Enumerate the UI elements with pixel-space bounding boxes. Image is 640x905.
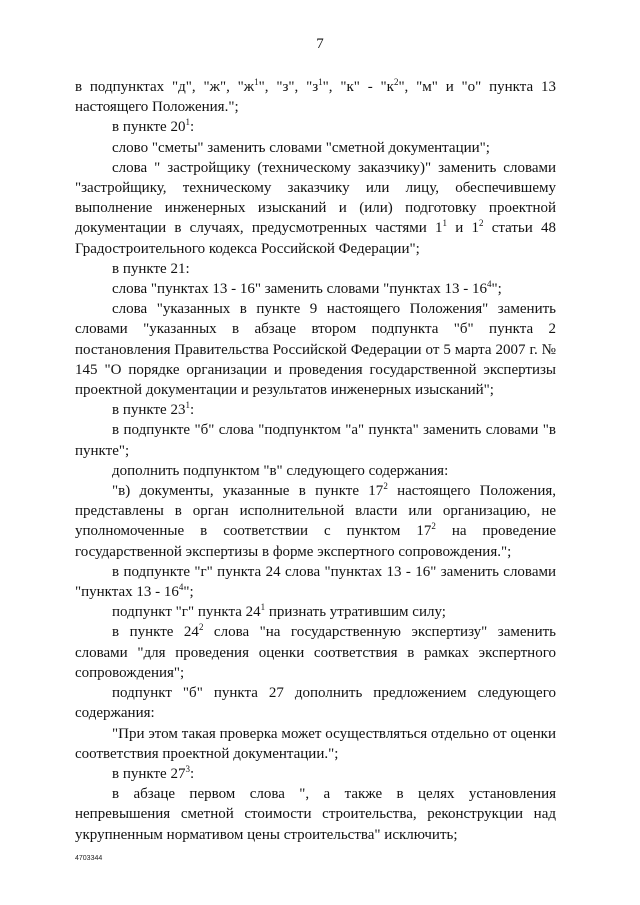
text-run: : [189,402,195,419]
paragraph [75,764,556,784]
text-run: подпункт "г" пункта 24 [112,604,261,621]
text-run: слова " застройщику (техническому заказчику)" заменить словами "застройщику, техническому заказчику или лицу, обеспечившему выполнение инженерных изысканий и (или) подготовку проектной документации в случаях, предусмотренных частями 1 [75,159,556,237]
text-run: и 1 [447,220,479,237]
text-run: ", "м" и "о" пункта 13 настоящего Положения."; [75,79,556,116]
superscript: 1 [260,602,266,613]
page-number: 7 [316,36,324,52]
paragraph [75,158,556,259]
paragraph [75,461,556,481]
text-run: : [189,765,195,782]
text-run: подпункт "б" пункта 27 дополнить предложением следующего содержания: [75,685,556,722]
text-run: в абзаце первом слова ", а также в целях установления непревышения сметной стоимости строительства, реконструкции над укрупненным нормативом цены строительства" исключить; [75,786,556,843]
paragraph [75,784,556,845]
paragraph [75,117,556,137]
superscript: 1 [185,117,190,128]
text-run: в пункте 20 [112,119,186,136]
text-run: настоящего Положения, представлены в орган исполнительной власти или организацию, не уполномоченные в соответствии с пунктом 17 [75,483,556,540]
text-run: слово "сметы" заменить словами "сметной документации"; [112,139,490,156]
superscript: 1 [442,218,448,229]
paragraph [75,481,556,562]
text-run: слова "на государственную экспертизу" заменить словами "для проведения оценки соответствия в рамках экспертного сопровождения"; [75,624,556,681]
superscript: 1 [318,77,323,87]
paragraph [75,420,556,460]
superscript: 2 [478,218,484,229]
paragraph [75,562,556,602]
text-run: "; [491,281,502,298]
paragraph [75,683,556,723]
text-run: статьи 48 Градостроительного кодекса Российской Федерации"; [75,220,556,257]
text-run: в пункте 24 [112,624,199,641]
text-run: в подпунктах "д", "ж", "ж [75,79,255,95]
document-code: 4703344 [75,855,103,862]
superscript: 2 [393,77,399,87]
text-run: в пункте 23 [112,402,186,419]
superscript: 4 [178,582,184,593]
document-body [75,77,556,845]
superscript: 2 [431,521,436,532]
text-run: на проведение государственной экспертизы в форме экспертного сопровождения."; [75,523,557,560]
text-run: дополнить подпунктом "в" следующего содержания: [112,462,449,479]
paragraph [75,259,556,279]
text-run: "; [183,584,194,601]
superscript: 1 [254,77,259,87]
paragraph [75,622,556,683]
text-run: в пункте 27 [112,765,186,782]
paragraph [75,602,556,622]
text-run: слова "пунктах 13 - 16" заменить словами "пунктах 13 - 16 [112,281,488,298]
superscript: 1 [185,400,190,411]
superscript: 4 [487,279,492,290]
superscript: 3 [185,763,190,774]
text-run: "в) документы, указанные в пункте 17 [112,483,384,500]
text-run: слова "указанных в пункте 9 настоящего Положения" заменить словами "указанных в абзаце втором подпункта "б" пункта 2 постановления Правительства Российской Федерации от 5 марта 2007 г. № 145 "О порядке организации и проведения государственной экспертизы проектной документации и результатов инженерных изысканий"; [75,301,556,399]
paragraph [75,77,556,117]
superscript: 2 [383,481,388,492]
text-run: в подпункте "б" слова "подпунктом "а" пункта" заменить словами "в пункте"; [75,422,556,459]
paragraph [75,724,556,764]
text-run: в подпункте "г" пункта 24 слова "пунктах 13 - 16" заменить словами "пунктах 13 - 16 [75,563,556,601]
text-run: "При этом такая проверка может осуществляться отдельно от оценки соответствия проектной документации."; [75,725,556,762]
paragraph [75,400,556,420]
text-run: ", "з", "з [258,79,319,95]
paragraph [75,299,556,400]
text-run: ", "к" - "к [322,79,394,95]
text-run: в пункте 21: [112,260,190,277]
paragraph [75,279,556,299]
paragraph [75,138,556,158]
text-run: : [189,119,195,136]
superscript: 2 [198,622,204,633]
text-run: признать утратившим силу; [265,604,446,621]
